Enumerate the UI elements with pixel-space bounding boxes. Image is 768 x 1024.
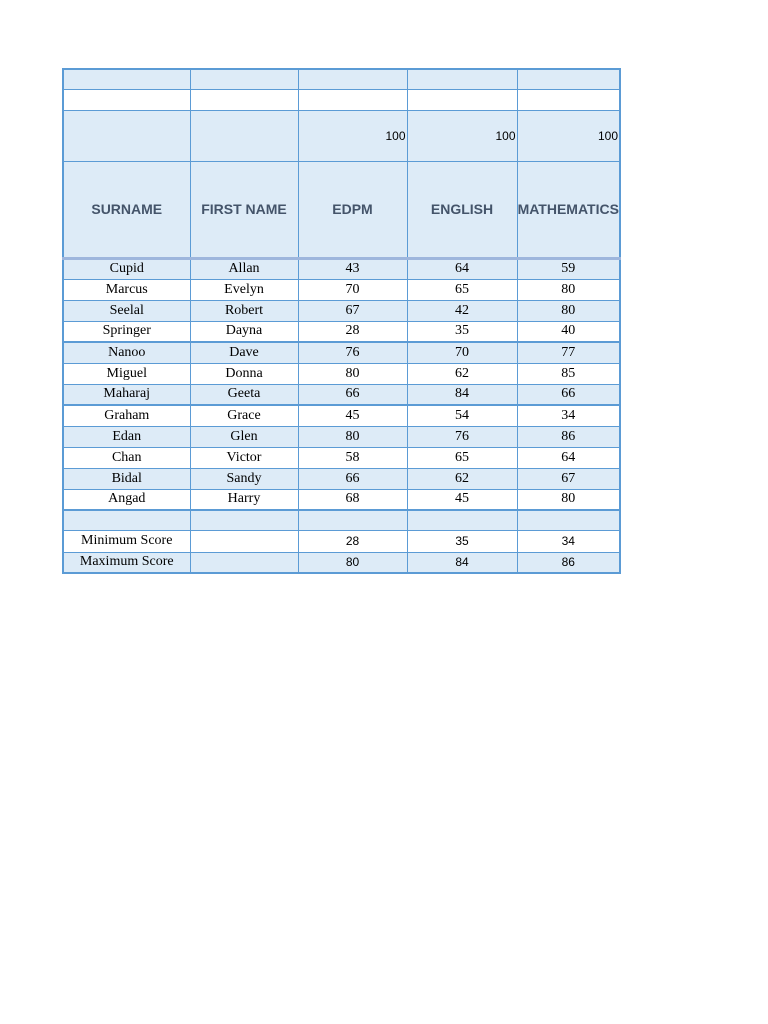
first-name-cell[interactable]: Sandy	[190, 468, 298, 489]
student-row	[63, 363, 620, 384]
edpm-score-cell[interactable]: 28	[298, 321, 407, 342]
first-name-cell[interactable]: Donna	[190, 363, 298, 384]
edpm-score-cell[interactable]: 43	[298, 258, 407, 279]
header-edpm[interactable]: EDPM	[298, 161, 407, 258]
english-score-cell[interactable]: 65	[407, 279, 517, 300]
english-score-cell[interactable]: 35	[407, 321, 517, 342]
mathematics-score-cell[interactable]: 80	[517, 279, 620, 300]
first-name-cell[interactable]: Evelyn	[190, 279, 298, 300]
student-row	[63, 279, 620, 300]
mathematics-score-cell[interactable]: 85	[517, 363, 620, 384]
mathematics-score-cell[interactable]: 40	[517, 321, 620, 342]
cell[interactable]	[298, 89, 407, 110]
student-row	[63, 489, 620, 510]
surname-cell[interactable]: Edan	[63, 426, 190, 447]
edpm-score-cell[interactable]: 68	[298, 489, 407, 510]
mathematics-score-cell[interactable]: 67	[517, 468, 620, 489]
mathematics-score-cell[interactable]: 80	[517, 489, 620, 510]
cell[interactable]	[63, 110, 190, 161]
cell[interactable]	[407, 69, 517, 89]
english-score-cell[interactable]: 62	[407, 363, 517, 384]
english-score-cell[interactable]: 62	[407, 468, 517, 489]
english-score-cell[interactable]: 84	[407, 384, 517, 405]
maximum-english[interactable]: 84	[407, 552, 517, 573]
total-marks-row	[63, 110, 620, 161]
score-sheet	[62, 68, 621, 574]
first-name-cell[interactable]: Allan	[190, 258, 298, 279]
mathematics-score-cell[interactable]: 86	[517, 426, 620, 447]
blank-row	[63, 510, 620, 530]
edpm-score-cell[interactable]: 58	[298, 447, 407, 468]
edpm-score-cell[interactable]: 45	[298, 405, 407, 426]
blank-row	[63, 69, 620, 89]
cell[interactable]	[517, 89, 620, 110]
cell[interactable]	[190, 510, 298, 530]
cell[interactable]	[63, 89, 190, 110]
surname-cell[interactable]: Cupid	[63, 258, 190, 279]
minimum-score-row	[63, 530, 620, 552]
cell[interactable]	[407, 510, 517, 530]
header-surname[interactable]: SURNAME	[63, 161, 190, 258]
cell[interactable]	[63, 69, 190, 89]
maximum-score-row	[63, 552, 620, 573]
minimum-mathematics[interactable]: 34	[517, 530, 620, 552]
cell[interactable]	[298, 510, 407, 530]
surname-cell[interactable]: Marcus	[63, 279, 190, 300]
edpm-score-cell[interactable]: 76	[298, 342, 407, 363]
first-name-cell[interactable]: Glen	[190, 426, 298, 447]
mathematics-score-cell[interactable]: 80	[517, 300, 620, 321]
surname-cell[interactable]: Miguel	[63, 363, 190, 384]
first-name-cell[interactable]: Grace	[190, 405, 298, 426]
edpm-score-cell[interactable]: 80	[298, 363, 407, 384]
surname-cell[interactable]: Chan	[63, 447, 190, 468]
edpm-score-cell[interactable]: 80	[298, 426, 407, 447]
english-score-cell[interactable]: 45	[407, 489, 517, 510]
english-score-cell[interactable]: 64	[407, 258, 517, 279]
minimum-edpm[interactable]: 28	[298, 530, 407, 552]
edpm-score-cell[interactable]: 67	[298, 300, 407, 321]
cell[interactable]	[517, 69, 620, 89]
maximum-edpm[interactable]: 80	[298, 552, 407, 573]
surname-cell[interactable]: Bidal	[63, 468, 190, 489]
surname-cell[interactable]: Seelal	[63, 300, 190, 321]
first-name-cell[interactable]: Victor	[190, 447, 298, 468]
english-score-cell[interactable]: 76	[407, 426, 517, 447]
cell[interactable]	[517, 510, 620, 530]
header-first-name[interactable]: FIRST NAME	[190, 161, 298, 258]
surname-cell[interactable]: Angad	[63, 489, 190, 510]
edpm-score-cell[interactable]: 66	[298, 468, 407, 489]
student-row	[63, 321, 620, 342]
student-row	[63, 300, 620, 321]
surname-cell[interactable]: Maharaj	[63, 384, 190, 405]
cell[interactable]	[190, 530, 298, 552]
minimum-score-label[interactable]: Minimum Score	[63, 530, 190, 552]
sheet-body	[63, 69, 620, 258]
header-mathematics[interactable]: MATHEMATICS	[517, 161, 620, 258]
first-name-cell[interactable]: Geeta	[190, 384, 298, 405]
first-name-cell[interactable]: Dayna	[190, 321, 298, 342]
mathematics-score-cell[interactable]: 64	[517, 447, 620, 468]
maximum-mathematics[interactable]: 86	[517, 552, 620, 573]
blank-row	[63, 89, 620, 110]
surname-cell[interactable]: Graham	[63, 405, 190, 426]
student-row	[63, 342, 620, 363]
mathematics-score-cell[interactable]: 34	[517, 405, 620, 426]
stats-body	[63, 510, 620, 573]
first-name-cell[interactable]: Dave	[190, 342, 298, 363]
student-row	[63, 405, 620, 426]
maximum-score-label[interactable]: Maximum Score	[63, 552, 190, 573]
cell[interactable]	[190, 89, 298, 110]
mathematics-score-cell[interactable]: 59	[517, 258, 620, 279]
mathematics-score-cell[interactable]: 66	[517, 384, 620, 405]
english-score-cell[interactable]: 70	[407, 342, 517, 363]
column-header-row	[63, 161, 620, 258]
english-total-marks[interactable]: 100	[407, 110, 517, 161]
student-rows	[63, 258, 620, 510]
minimum-english[interactable]: 35	[407, 530, 517, 552]
english-score-cell[interactable]: 65	[407, 447, 517, 468]
student-row	[63, 258, 620, 279]
surname-cell[interactable]: Springer	[63, 321, 190, 342]
mathematics-score-cell[interactable]: 77	[517, 342, 620, 363]
edpm-total-marks[interactable]: 100	[298, 110, 407, 161]
cell[interactable]	[190, 110, 298, 161]
student-row	[63, 468, 620, 489]
student-row	[63, 447, 620, 468]
cell[interactable]	[407, 89, 517, 110]
student-row	[63, 426, 620, 447]
edpm-score-cell[interactable]: 70	[298, 279, 407, 300]
cell[interactable]	[190, 69, 298, 89]
header-english[interactable]: ENGLISH	[407, 161, 517, 258]
surname-cell[interactable]: Nanoo	[63, 342, 190, 363]
cell[interactable]	[63, 510, 190, 530]
first-name-cell[interactable]: Robert	[190, 300, 298, 321]
student-row	[63, 384, 620, 405]
cell[interactable]	[190, 552, 298, 573]
first-name-cell[interactable]: Harry	[190, 489, 298, 510]
math-total-marks[interactable]: 100	[517, 110, 620, 161]
edpm-score-cell[interactable]: 66	[298, 384, 407, 405]
english-score-cell[interactable]: 54	[407, 405, 517, 426]
cell[interactable]	[298, 69, 407, 89]
english-score-cell[interactable]: 42	[407, 300, 517, 321]
